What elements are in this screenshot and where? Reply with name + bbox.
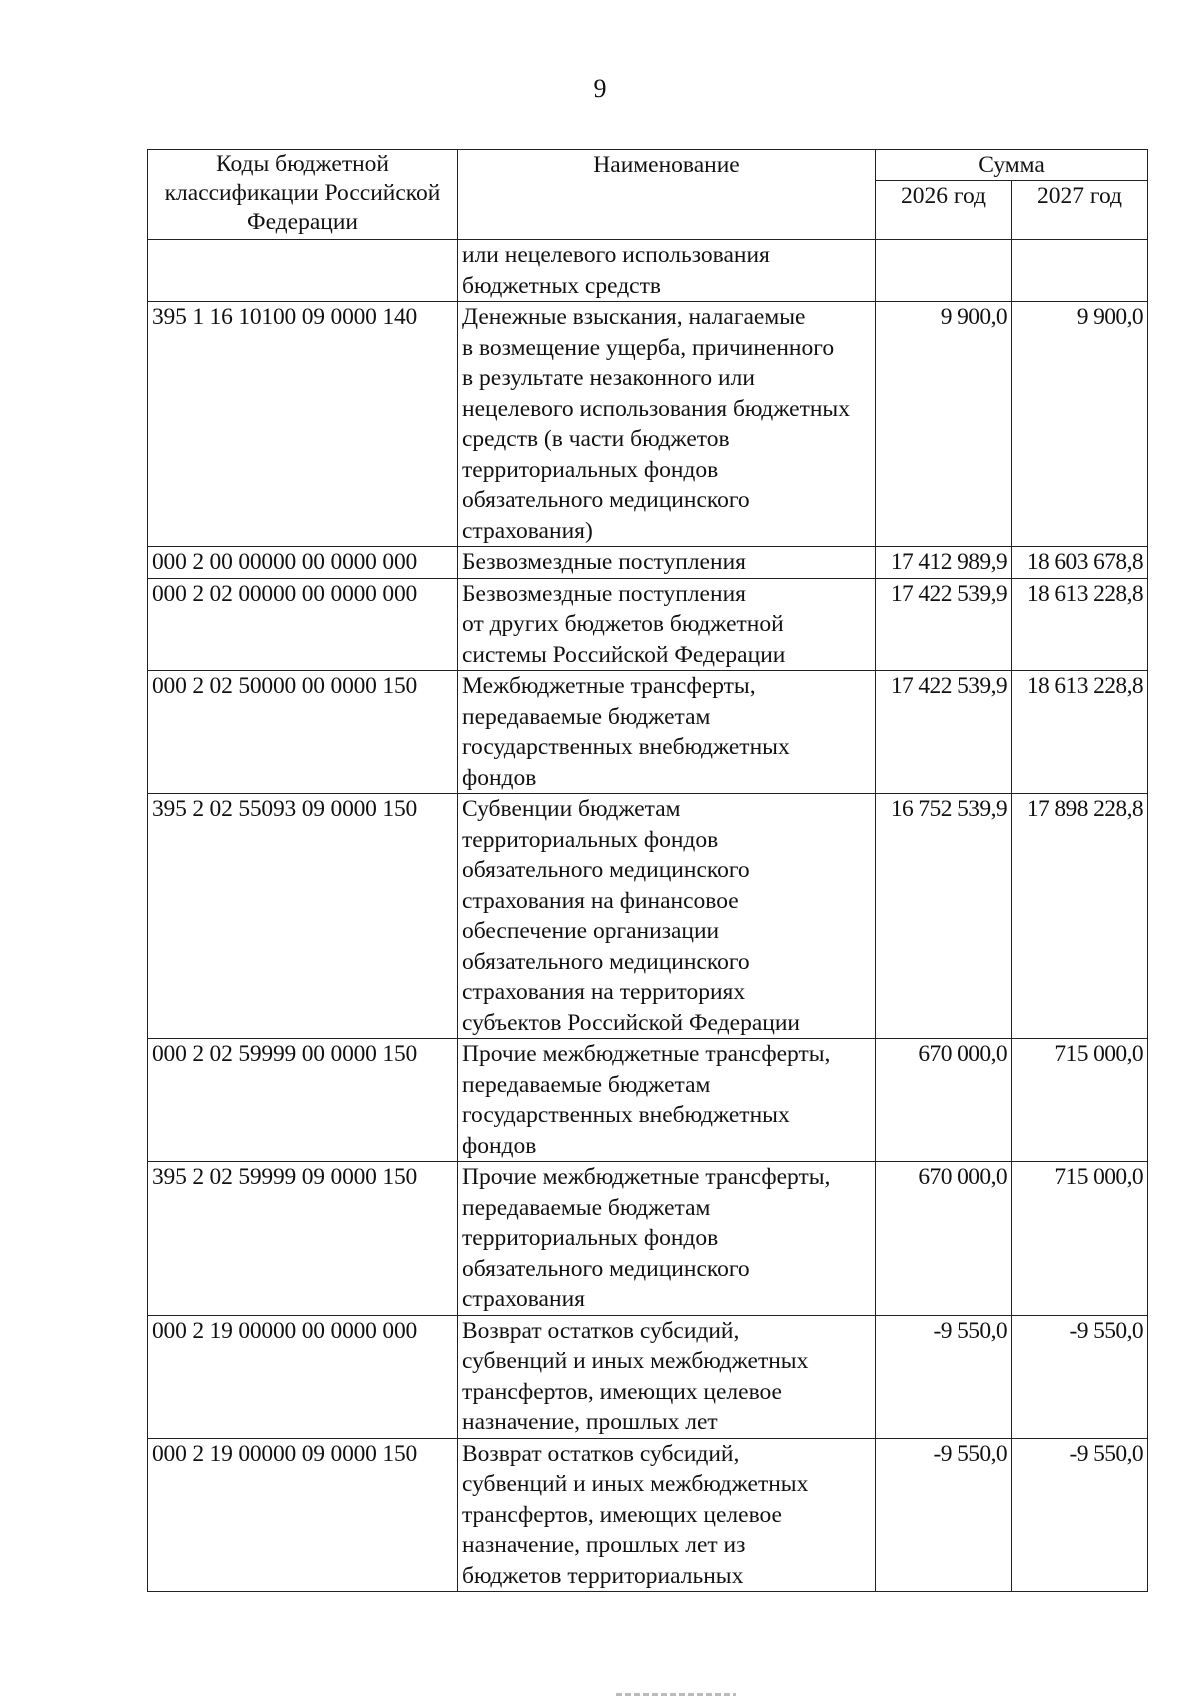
row-code: 395 2 02 55093 09 0000 150 bbox=[148, 794, 458, 1039]
row-name-line: назначение, прошлых лет из bbox=[462, 1532, 746, 1558]
row-code: 000 2 00 00000 00 0000 000 bbox=[148, 547, 458, 579]
table-body bbox=[148, 240, 1148, 1592]
row-amount-2027: 18 613 228,8 bbox=[1012, 578, 1148, 671]
row-name-line: системы Российской Федерации bbox=[462, 641, 786, 668]
row-name-line: территориальных фондов bbox=[462, 1225, 719, 1251]
row-name-line: или нецелевого использования bbox=[462, 242, 770, 268]
table-row bbox=[148, 1315, 1148, 1438]
table-row bbox=[148, 794, 1148, 1039]
row-name-line: фондов bbox=[462, 764, 537, 791]
table-row bbox=[148, 671, 1148, 794]
table-row bbox=[148, 1438, 1148, 1592]
row-amount-2026: 17 412 989,9 bbox=[876, 547, 1012, 579]
row-name-line: обязательного медицинского bbox=[462, 1255, 750, 1282]
row-name-line: обязательного медицинского bbox=[462, 487, 750, 513]
header-sum-column: Сумма bbox=[876, 150, 1148, 181]
row-name-line: средств (в части бюджетов bbox=[462, 426, 730, 452]
row-name-line: обязательного медицинского bbox=[462, 948, 750, 975]
row-amount-2027 bbox=[1012, 240, 1148, 302]
row-name-line: территориальных фондов bbox=[462, 826, 719, 853]
row-amount-2026: 9 900,0 bbox=[876, 302, 1012, 547]
row-code: 000 2 19 00000 09 0000 150 bbox=[148, 1438, 458, 1592]
row-amount-2026: 17 422 539,9 bbox=[876, 578, 1012, 671]
table-header bbox=[148, 150, 1148, 240]
row-name-line: передаваемые бюджетам bbox=[462, 703, 711, 730]
table-row bbox=[148, 1039, 1148, 1162]
table-row bbox=[148, 302, 1148, 547]
row-name-line: обязательного медицинского bbox=[462, 857, 750, 883]
scan-artifact bbox=[616, 1693, 736, 1696]
row-name-line: территориальных фондов bbox=[462, 456, 719, 483]
row-name-line: назначение, прошлых лет bbox=[462, 1409, 718, 1435]
row-name bbox=[458, 1162, 876, 1316]
row-name-line: от других бюджетов бюджетной bbox=[462, 611, 784, 637]
row-name-line: Межбюджетные трансферты, bbox=[462, 673, 756, 699]
row-amount-2027: 715 000,0 bbox=[1012, 1039, 1148, 1162]
row-name-line: Прочие межбюджетные трансферты, bbox=[462, 1164, 831, 1190]
row-name-line: государственных внебюджетных bbox=[462, 734, 790, 760]
row-name bbox=[458, 578, 876, 671]
header-year-2027: 2027 год bbox=[1012, 181, 1148, 240]
row-name-line: Прочие межбюджетные трансферты, bbox=[462, 1041, 831, 1067]
row-name-line: Субвенции бюджетам bbox=[462, 796, 681, 822]
row-name-line: в возмещение ущерба, причиненного bbox=[462, 334, 835, 361]
row-name bbox=[458, 1438, 876, 1592]
row-name-line: трансфертов, имеющих целевое bbox=[462, 1378, 782, 1405]
row-amount-2027: -9 550,0 bbox=[1012, 1438, 1148, 1592]
row-amount-2026: -9 550,0 bbox=[876, 1438, 1012, 1592]
row-name-line: Безвозмездные поступления bbox=[462, 549, 746, 575]
row-amount-2027: 9 900,0 bbox=[1012, 302, 1148, 547]
row-name-line: субъектов Российской Федерации bbox=[462, 1009, 800, 1036]
row-name-line: страхования) bbox=[462, 517, 593, 544]
row-name bbox=[458, 547, 876, 579]
row-name-line: бюджетов территориальных bbox=[462, 1562, 744, 1589]
row-amount-2027: -9 550,0 bbox=[1012, 1315, 1148, 1438]
row-code: 000 2 02 50000 00 0000 150 bbox=[148, 671, 458, 794]
row-amount-2027: 715 000,0 bbox=[1012, 1162, 1148, 1316]
row-amount-2026: 17 422 539,9 bbox=[876, 671, 1012, 794]
header-code-column: Коды бюджетной классификации Российской Федерации bbox=[148, 150, 458, 240]
row-name-line: передаваемые бюджетам bbox=[462, 1071, 711, 1098]
row-amount-2026: 670 000,0 bbox=[876, 1162, 1012, 1316]
row-name-line: субвенций и иных межбюджетных bbox=[462, 1348, 809, 1374]
header-name-column: Наименование bbox=[458, 150, 876, 240]
row-code: 000 2 02 00000 00 0000 000 bbox=[148, 578, 458, 671]
row-name bbox=[458, 671, 876, 794]
row-name-line: обеспечение организации bbox=[462, 918, 720, 944]
row-code: 000 2 19 00000 00 0000 000 bbox=[148, 1315, 458, 1438]
row-name-line: Возврат остатков субсидий, bbox=[462, 1440, 740, 1467]
row-name-line: государственных внебюджетных bbox=[462, 1102, 790, 1128]
row-name-line: страхования на территориях bbox=[462, 979, 746, 1005]
budget-table bbox=[147, 149, 1148, 1592]
row-name-line: страхования на финансовое bbox=[462, 887, 739, 914]
row-name bbox=[458, 1039, 876, 1162]
row-name-line: страхования bbox=[462, 1286, 585, 1312]
row-name bbox=[458, 240, 876, 302]
row-amount-2027: 17 898 228,8 bbox=[1012, 794, 1148, 1039]
row-code: 395 1 16 10100 09 0000 140 bbox=[148, 302, 458, 547]
table-row bbox=[148, 578, 1148, 671]
row-name-line: трансфертов, имеющих целевое bbox=[462, 1501, 782, 1528]
row-name-line: Денежные взыскания, налагаемые bbox=[462, 304, 806, 330]
row-amount-2026: -9 550,0 bbox=[876, 1315, 1012, 1438]
row-name-line: нецелевого использования бюджетных bbox=[462, 395, 850, 422]
row-name-line: в результате незаконного или bbox=[462, 365, 755, 391]
row-name-line: субвенций и иных межбюджетных bbox=[462, 1471, 809, 1497]
row-name-line: фондов bbox=[462, 1132, 537, 1159]
row-code: 000 2 02 59999 00 0000 150 bbox=[148, 1039, 458, 1162]
row-amount-2026: 16 752 539,9 bbox=[876, 794, 1012, 1039]
row-name-line: Возврат остатков субсидий, bbox=[462, 1317, 740, 1344]
row-code bbox=[148, 240, 458, 302]
row-name-line: Безвозмездные поступления bbox=[462, 580, 746, 607]
row-name-line: передаваемые бюджетам bbox=[462, 1194, 711, 1221]
row-amount-2027: 18 603 678,8 bbox=[1012, 547, 1148, 579]
header-year-2026: 2026 год bbox=[876, 181, 1012, 240]
row-name-line: бюджетных средств bbox=[462, 272, 661, 299]
table-row bbox=[148, 1162, 1148, 1316]
row-code: 395 2 02 59999 09 0000 150 bbox=[148, 1162, 458, 1316]
page-number: 9 bbox=[593, 74, 607, 103]
row-amount-2026: 670 000,0 bbox=[876, 1039, 1012, 1162]
row-amount-2026 bbox=[876, 240, 1012, 302]
row-name bbox=[458, 1315, 876, 1438]
table-row bbox=[148, 547, 1148, 579]
row-amount-2027: 18 613 228,8 bbox=[1012, 671, 1148, 794]
table-row bbox=[148, 240, 1148, 302]
row-name bbox=[458, 302, 876, 547]
row-name bbox=[458, 794, 876, 1039]
